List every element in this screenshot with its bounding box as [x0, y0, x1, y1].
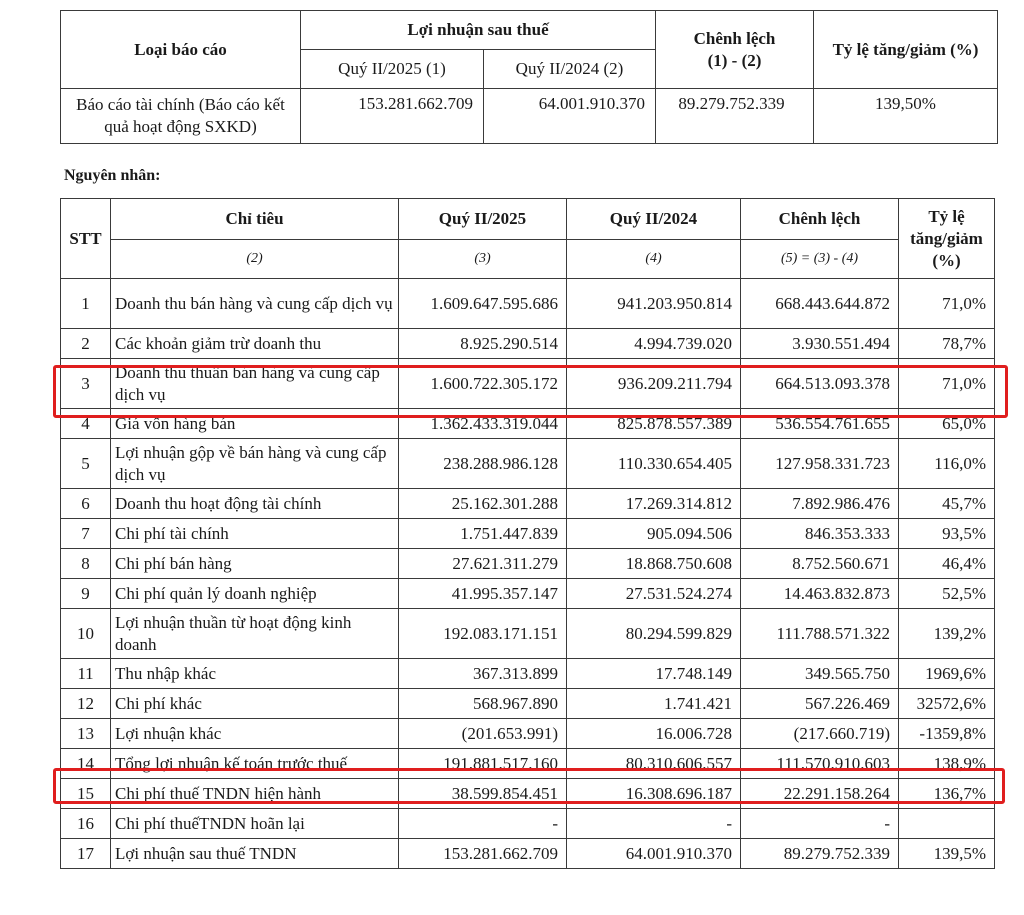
row-q2024-value: - — [567, 809, 741, 839]
row-q2025-value: 38.599.854.451 — [399, 779, 567, 809]
row-rate-value: 32572,6% — [899, 689, 995, 719]
table-row — [61, 839, 995, 869]
summary-q2025-value: 153.281.662.709 — [301, 89, 484, 144]
row-stt: 10 — [61, 609, 111, 659]
row-item-name: Lợi nhuận gộp về bán hàng và cung cấp dịch vụ — [111, 439, 399, 489]
summary-rate-value: 139,50% — [814, 89, 998, 144]
row-stt: 14 — [61, 749, 111, 779]
row-diff-value: 89.279.752.339 — [741, 839, 899, 869]
row-diff-value: 3.930.551.494 — [741, 329, 899, 359]
highlight-box-row-3 — [53, 365, 1008, 418]
row-diff-value: 14.463.832.873 — [741, 579, 899, 609]
row-q2024-value: 936.209.211.794 — [567, 359, 741, 409]
row-diff-value: 567.226.469 — [741, 689, 899, 719]
row-stt: 1 — [61, 279, 111, 329]
row-stt: 6 — [61, 489, 111, 519]
table-row — [61, 659, 995, 689]
row-stt: 4 — [61, 409, 111, 439]
table-row — [61, 329, 995, 359]
row-diff-value: 111.788.571.322 — [741, 609, 899, 659]
row-q2025-value: 1.609.647.595.686 — [399, 279, 567, 329]
row-item-name: Chi phí thuếTNDN hoãn lại — [111, 809, 399, 839]
row-stt: 2 — [61, 329, 111, 359]
highlight-box-row-14 — [53, 768, 1005, 804]
row-rate-value: 139,2% — [899, 609, 995, 659]
row-item-name: Lợi nhuận sau thuế TNDN — [111, 839, 399, 869]
row-q2025-value: 568.967.890 — [399, 689, 567, 719]
row-stt: 7 — [61, 519, 111, 549]
detail-header-item: Chỉ tiêu — [111, 199, 399, 240]
row-q2024-value: 1.741.421 — [567, 689, 741, 719]
row-stt: 9 — [61, 579, 111, 609]
row-q2024-value: 905.094.506 — [567, 519, 741, 549]
row-item-name: Doanh thu thuần bán hàng và cung cấp dịch vụ — [111, 359, 399, 409]
row-item-name: Chi phí thuế TNDN hiện hành — [111, 779, 399, 809]
row-stt: 8 — [61, 549, 111, 579]
row-stt: 13 — [61, 719, 111, 749]
row-q2025-value: (201.653.991) — [399, 719, 567, 749]
row-q2025-value: 1.600.722.305.172 — [399, 359, 567, 409]
summary-header-q2024: Quý II/2024 (2) — [484, 50, 656, 89]
row-q2025-value: - — [399, 809, 567, 839]
row-item-name: Thu nhập khác — [111, 659, 399, 689]
table-row — [61, 489, 995, 519]
row-diff-value: 22.291.158.264 — [741, 779, 899, 809]
summary-header-diff: Chênh lệch (1) - (2) — [656, 11, 814, 89]
detail-header-q2024: Quý II/2024 — [567, 199, 741, 240]
summary-table — [60, 10, 998, 144]
row-q2025-value: 191.881.517.160 — [399, 749, 567, 779]
row-item-name: Tổng lợi nhuận kế toán trước thuế — [111, 749, 399, 779]
row-diff-value: - — [741, 809, 899, 839]
summary-header-q2025: Quý II/2025 (1) — [301, 50, 484, 89]
detail-header-q2025: Quý II/2025 — [399, 199, 567, 240]
detail-colnum-q2024: (4) — [567, 240, 741, 279]
row-diff-value: 127.958.331.723 — [741, 439, 899, 489]
row-item-name: Lợi nhuận thuần từ hoạt động kinh doanh — [111, 609, 399, 659]
row-rate-value: 139,5% — [899, 839, 995, 869]
row-q2024-value: 80.294.599.829 — [567, 609, 741, 659]
row-stt: 5 — [61, 439, 111, 489]
row-q2025-value: 41.995.357.147 — [399, 579, 567, 609]
summary-header-profit: Lợi nhuận sau thuế — [301, 11, 656, 50]
row-stt: 3 — [61, 359, 111, 409]
row-q2024-value: 27.531.524.274 — [567, 579, 741, 609]
row-q2024-value: 64.001.910.370 — [567, 839, 741, 869]
detail-header-diff: Chênh lệch — [741, 199, 899, 240]
table-row — [61, 519, 995, 549]
row-q2024-value: 941.203.950.814 — [567, 279, 741, 329]
row-item-name: Các khoản giảm trừ doanh thu — [111, 329, 399, 359]
row-rate-value: 116,0% — [899, 439, 995, 489]
row-q2024-value: 17.269.314.812 — [567, 489, 741, 519]
row-diff-value: 349.565.750 — [741, 659, 899, 689]
row-diff-value: 111.570.910.603 — [741, 749, 899, 779]
row-stt: 12 — [61, 689, 111, 719]
detail-header-rate: Tỷ lệ tăng/giảm (%) — [899, 199, 995, 279]
table-row — [61, 279, 995, 329]
row-diff-value: (217.660.719) — [741, 719, 899, 749]
row-q2025-value: 367.313.899 — [399, 659, 567, 689]
row-q2025-value: 1.751.447.839 — [399, 519, 567, 549]
table-row — [61, 439, 995, 489]
row-q2024-value: 110.330.654.405 — [567, 439, 741, 489]
row-rate-value: 136,7% — [899, 779, 995, 809]
summary-row-label: Báo cáo tài chính (Báo cáo kết quả hoạt động SXKD) — [61, 89, 301, 144]
row-rate-value: 71,0% — [899, 279, 995, 329]
summary-header-rate: Tỷ lệ tăng/giảm (%) — [814, 11, 998, 89]
row-q2024-value: 4.994.739.020 — [567, 329, 741, 359]
table-row — [61, 689, 995, 719]
row-rate-value: 71,0% — [899, 359, 995, 409]
row-rate-value: 46,4% — [899, 549, 995, 579]
row-item-name: Chi phí bán hàng — [111, 549, 399, 579]
row-item-name: Lợi nhuận khác — [111, 719, 399, 749]
row-rate-value: 1969,6% — [899, 659, 995, 689]
row-q2025-value: 27.621.311.279 — [399, 549, 567, 579]
row-diff-value: 664.513.093.378 — [741, 359, 899, 409]
row-q2024-value: 17.748.149 — [567, 659, 741, 689]
reasons-caption: Nguyên nhân: — [64, 167, 161, 184]
row-rate-value: 93,5% — [899, 519, 995, 549]
row-item-name: Chi phí quản lý doanh nghiệp — [111, 579, 399, 609]
table-row — [61, 579, 995, 609]
row-q2025-value: 153.281.662.709 — [399, 839, 567, 869]
table-row — [61, 719, 995, 749]
row-q2024-value: 80.310.606.557 — [567, 749, 741, 779]
row-stt: 15 — [61, 779, 111, 809]
row-item-name: Chi phí tài chính — [111, 519, 399, 549]
detail-colnum-item: (2) — [111, 240, 399, 279]
row-diff-value: 846.353.333 — [741, 519, 899, 549]
row-rate-value — [899, 809, 995, 839]
row-q2024-value: 16.006.728 — [567, 719, 741, 749]
row-q2025-value: 192.083.171.151 — [399, 609, 567, 659]
row-q2025-value: 8.925.290.514 — [399, 329, 567, 359]
detail-colnum-q2025: (3) — [399, 240, 567, 279]
row-stt: 11 — [61, 659, 111, 689]
row-q2024-value: 16.308.696.187 — [567, 779, 741, 809]
row-rate-value: -1359,8% — [899, 719, 995, 749]
table-row — [61, 549, 995, 579]
row-rate-value: 138,9% — [899, 749, 995, 779]
row-q2024-value: 18.868.750.608 — [567, 549, 741, 579]
row-q2025-value: 25.162.301.288 — [399, 489, 567, 519]
row-q2025-value: 238.288.986.128 — [399, 439, 567, 489]
row-stt: 16 — [61, 809, 111, 839]
row-q2024-value: 825.878.557.389 — [567, 409, 741, 439]
table-row — [61, 609, 995, 659]
row-item-name: Chi phí khác — [111, 689, 399, 719]
row-rate-value: 52,5% — [899, 579, 995, 609]
detail-colnum-diff: (5) = (3) - (4) — [741, 240, 899, 279]
row-diff-value: 7.892.986.476 — [741, 489, 899, 519]
row-diff-value: 668.443.644.872 — [741, 279, 899, 329]
summary-header-type: Loại báo cáo — [61, 11, 301, 89]
row-item-name: Doanh thu bán hàng và cung cấp dịch vụ — [111, 279, 399, 329]
row-rate-value: 78,7% — [899, 329, 995, 359]
row-item-name: Doanh thu hoạt động tài chính — [111, 489, 399, 519]
row-diff-value: 8.752.560.671 — [741, 549, 899, 579]
row-rate-value: 65,0% — [899, 409, 995, 439]
summary-diff-value: 89.279.752.339 — [656, 89, 814, 144]
row-item-name: Giá vốn hàng bán — [111, 409, 399, 439]
table-row — [61, 809, 995, 839]
detail-header-stt: STT — [61, 199, 111, 279]
row-rate-value: 45,7% — [899, 489, 995, 519]
summary-q2024-value: 64.001.910.370 — [484, 89, 656, 144]
row-q2025-value: 1.362.433.319.044 — [399, 409, 567, 439]
row-diff-value: 536.554.761.655 — [741, 409, 899, 439]
row-stt: 17 — [61, 839, 111, 869]
